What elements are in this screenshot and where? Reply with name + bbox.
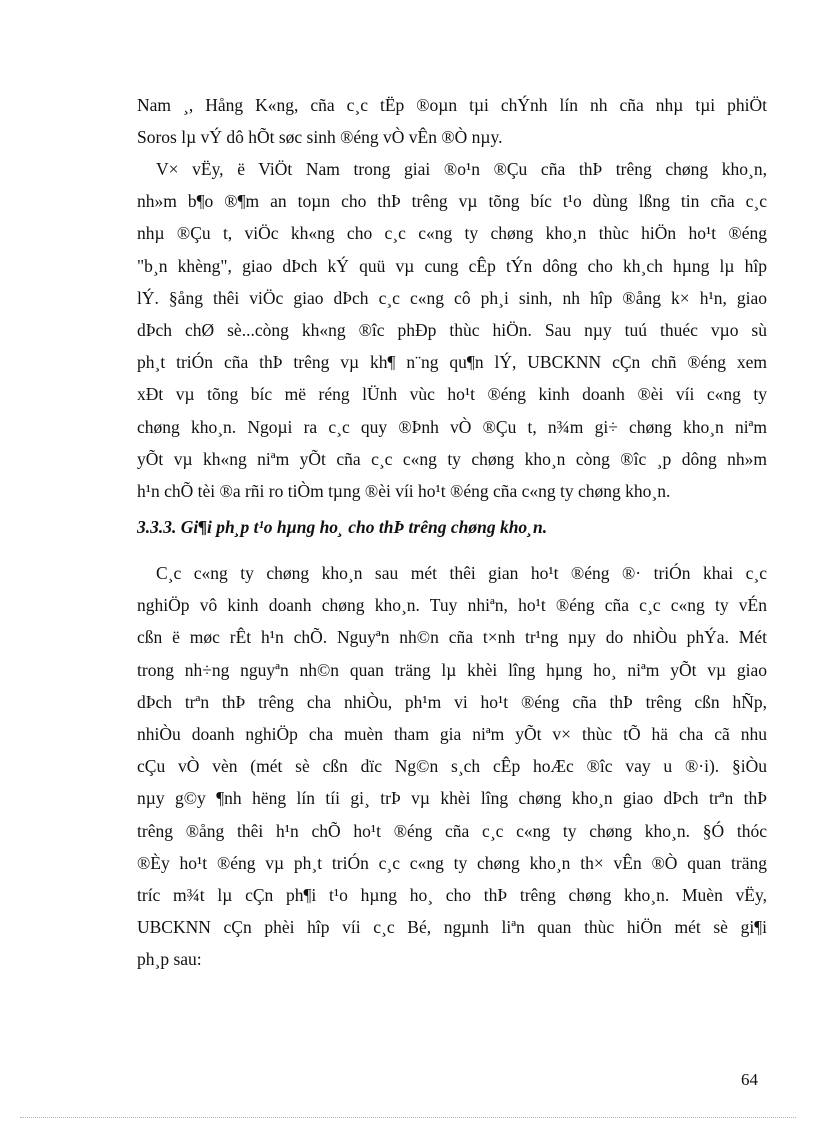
page-number: 64: [741, 1070, 758, 1089]
text-line: nhiÒu doanh nghiÖp cha muèn tham gia niªm yÕt v× thùc tÕ hä cha cã nhu: [137, 723, 767, 744]
text-line: cÇu vÒ vèn (mét sè cßn dïc Ng©n s¸ch cÊp hoÆc ®îc vay u ®·i). §iÒu: [137, 756, 767, 777]
text-line: lÝ. §ång thêi viÖc giao dÞch c¸c c«ng cô ph¸i sinh, nh hîp ®ång k× h¹n, giao: [137, 287, 767, 308]
text-line: nµy g©y ¶nh hëng lín tíi gi¸ trÞ vµ khèi lîng chøng kho¸n giao dÞch trªn thÞ: [137, 788, 767, 809]
section-heading: 3.3.3. Gi¶i ph¸p t¹o hµng ho¸ cho thÞ trêng chøng kho¸n.: [137, 517, 548, 537]
text-line: "b¸n khèng", giao dÞch kÝ quü vµ cung cÊp tÝn dông cho kh¸ch hµng lµ hîp: [137, 255, 767, 276]
text-line: yÕt vµ kh«ng niªm yÕt cña c¸c c«ng ty chøng kho¸n còng ®îc ¸p dông nh»m: [137, 448, 767, 469]
paragraph-regulation: [137, 153, 767, 507]
text-line: ph¸p sau:: [137, 949, 202, 970]
text-line: C¸c c«ng ty chøng kho¸n sau mét thêi gian ho¹t ®éng ®· triÓn khai c¸c: [156, 563, 767, 583]
text-line: ®Èy ho¹t ®éng vµ ph¸t triÓn c¸c c«ng ty chøng kho¸n th× vÊn ®Ò quan träng: [137, 852, 767, 873]
footer-divider: [20, 1117, 796, 1118]
text-line: Soros lµ vÝ dô hÕt søc sinh ®éng vÒ vÊn ®Ò nµy.: [137, 127, 503, 148]
text-line: h¹n chÕ tèi ®a rñi ro tiÒm tµng ®èi víi ho¹t ®éng cña c«ng ty chøng kho¸n.: [137, 480, 671, 501]
text-line: chøng kho¸n. Ngoµi ra c¸c quy ®Þnh vÒ ®Çu t, n¾m gi÷ chøng kho¸n niªm: [137, 416, 767, 437]
text-line: xÐt vµ tõng bíc më réng lÜnh vùc ho¹t ®éng kinh doanh ®èi víi c«ng ty: [137, 384, 767, 405]
text-line: dÞch trªn thÞ trêng cha nhiÒu, ph¹m vi ho¹t ®éng cña thÞ trêng cßn hÑp,: [137, 691, 767, 712]
text-line: trong nh÷ng nguyªn nh©n quan träng lµ khèi lîng hµng ho¸ niªm yÕt vµ giao: [137, 659, 767, 680]
text-line: V× vËy, ë ViÖt Nam trong giai ®o¹n ®Çu cña thÞ trêng chøng kho¸n,: [156, 159, 767, 179]
text-line: nhµ ®Çu t, viÖc kh«ng cho c¸c c«ng ty chøng kho¸n thùc hiÖn ho¹t ®éng: [137, 223, 767, 244]
text-line: tríc m¾t lµ cÇn ph¶i t¹o hµng ho¸ cho thÞ trêng chøng kho¸n. Muèn vËy,: [137, 884, 767, 905]
text-line: nghiÖp vô kinh doanh chøng kho¸n. Tuy nhiªn, ho¹t ®éng cña c¸c c«ng ty vÉn: [137, 595, 767, 616]
text-line: UBCKNN cÇn phèi hîp víi c¸c Bé, ngµnh liªn quan thùc hiÖn mét sè gi¶i: [137, 917, 767, 938]
paragraph-intro: [137, 89, 767, 153]
paragraph-goods: [137, 557, 767, 975]
text-line: trêng ®ång thêi h¹n chÕ ho¹t ®éng cña c¸c c«ng ty chøng kho¸n. §Ó thóc: [137, 820, 767, 841]
text-line: Nam ¸, Hång K«ng, cña c¸c tËp ®oµn tµi chÝnh lín nh cña nhµ tµi phiÖt: [137, 95, 767, 115]
text-line: dÞch chØ sè...còng kh«ng ®îc phÐp thùc hiÖn. Sau nµy tuú thuéc vµo sù: [137, 319, 767, 340]
text-line: nh»m b¶o ®¶m an toµn cho thÞ trêng vµ tõng bíc t¹o dùng lßng tin cña c¸c: [137, 191, 767, 212]
text-line: cßn ë møc rÊt h¹n chÕ. Nguyªn nh©n cña t×nh tr¹ng nµy do nhiÒu phÝa. Mét: [137, 627, 767, 648]
text-line: ph¸t triÓn cña thÞ trêng vµ kh¶ n¨ng qu¶n lÝ, UBCKNN cÇn chñ ®éng xem: [137, 352, 767, 373]
